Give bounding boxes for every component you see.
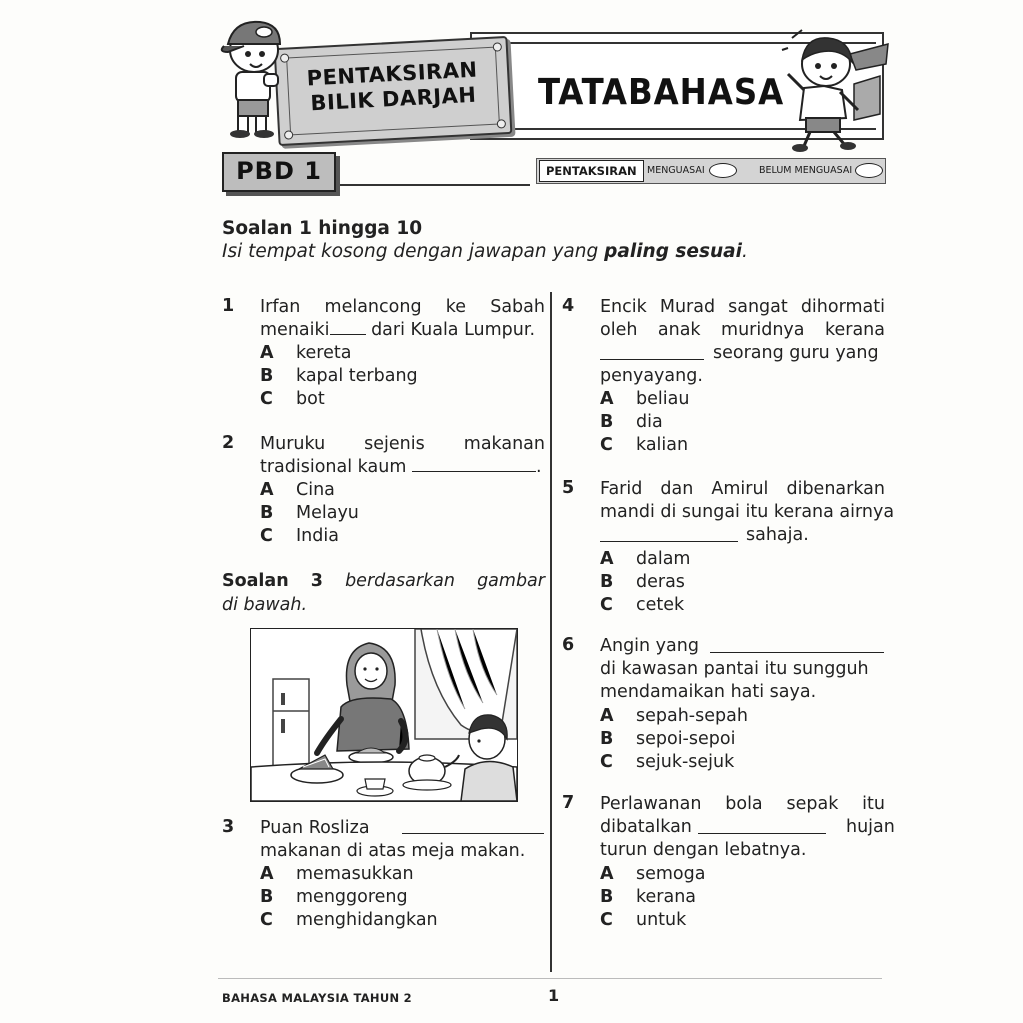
answer-blank[interactable] — [600, 527, 738, 542]
option-a[interactable]: A memasukkan — [260, 864, 414, 884]
answer-blank[interactable] — [412, 457, 536, 472]
question-text-line: seorang guru yang — [713, 343, 879, 363]
option-c[interactable]: C cetek — [600, 595, 685, 615]
question-text-line: Puan Rosliza — [260, 818, 370, 838]
option-a[interactable]: A dalam — [600, 549, 691, 569]
option-b[interactable]: B kapal terbang — [260, 366, 418, 386]
question-number: 3 — [222, 817, 235, 837]
question-text-line: mandi di sungai itu kerana airnya — [600, 502, 895, 522]
option-a[interactable]: A kereta — [260, 343, 352, 363]
intro-text-line: Soalan 3 berdasarkan gambar — [222, 571, 545, 591]
question-text-line: menaiki dari Kuala Lumpur. — [260, 320, 536, 340]
question-text-line: hujan — [846, 817, 895, 837]
boy-mascot-icon — [214, 16, 288, 140]
option-c[interactable]: C untuk — [600, 910, 687, 930]
question-number: 2 — [222, 433, 235, 453]
footer-divider — [218, 978, 882, 979]
question-text-line: oleh anak muridnya kerana — [600, 320, 885, 340]
question-text-line: Farid dan Amirul dibenarkan — [600, 479, 885, 499]
option-b[interactable]: B dia — [600, 412, 663, 432]
mastered-label: MENGUASAI — [647, 165, 705, 176]
question-text-line: Angin yang — [600, 636, 699, 656]
question-text-line: mendamaikan hati saya. — [600, 682, 817, 702]
page-title: TATABAHASA — [538, 72, 785, 113]
serving-food-illustration-icon — [251, 629, 517, 801]
question-number: 7 — [562, 793, 575, 813]
option-b[interactable]: B sepoi-sepoi — [600, 729, 736, 749]
option-c[interactable]: C sejuk-sejuk — [600, 752, 735, 772]
option-b[interactable]: B deras — [600, 572, 685, 592]
instructions-text: Isi tempat kosong dengan jawapan yang paling sesuai. — [222, 241, 748, 262]
not-mastered-checkbox[interactable] — [855, 163, 883, 178]
question-number: 5 — [562, 478, 575, 498]
plaque-line-1: PENTAKSIRAN — [306, 57, 479, 91]
option-b[interactable]: B kerana — [600, 887, 697, 907]
question-text-line: penyayang. — [600, 366, 703, 386]
question-number: 6 — [562, 635, 575, 655]
not-mastered-label: BELUM MENGUASAI — [759, 165, 853, 176]
option-c[interactable]: C India — [260, 526, 339, 546]
question-text-line: Perlawanan bola sepak itu — [600, 794, 885, 814]
column-divider — [550, 292, 552, 972]
pbd-label-box — [222, 152, 336, 192]
answer-blank[interactable] — [330, 320, 366, 335]
assessment-label: PENTAKSIRAN — [539, 160, 644, 182]
question-text-line: sahaja. — [746, 525, 809, 545]
option-b[interactable]: B menggoreng — [260, 887, 408, 907]
question-text-line: makanan di atas meja makan. — [260, 841, 526, 861]
question-number: 1 — [222, 296, 235, 316]
answer-blank[interactable] — [402, 819, 544, 834]
answer-blank[interactable] — [710, 638, 884, 653]
question-text-line: Encik Murad sangat dihormati — [600, 297, 885, 317]
girl-mascot-icon — [780, 24, 890, 154]
page-number: 1 — [548, 986, 560, 1005]
option-a[interactable]: A beliau — [600, 389, 690, 409]
question-text-line: Muruku sejenis makanan — [260, 434, 545, 454]
mastered-checkbox[interactable] — [709, 163, 737, 178]
answer-blank[interactable] — [698, 819, 826, 834]
footer-subject: BAHASA MALAYSIA TAHUN 2 — [222, 991, 412, 1005]
question-text-line: Irfan melancong ke Sabah — [260, 297, 545, 317]
instructions-title: Soalan 1 hingga 10 — [222, 218, 423, 239]
question-text-line: dibatalkan — [600, 817, 692, 837]
option-c[interactable]: C menghidangkan — [260, 910, 438, 930]
question-text-line: turun dengan lebatnya. — [600, 840, 807, 860]
question-text-line: tradisional kaum . — [260, 457, 542, 477]
pbd-underline — [340, 184, 530, 186]
option-c[interactable]: C kalian — [600, 435, 689, 455]
question-3-picture — [250, 628, 518, 802]
option-c[interactable]: C bot — [260, 389, 325, 409]
option-a[interactable]: A Cina — [260, 480, 335, 500]
intro-text-line: di bawah. — [222, 595, 308, 615]
pbd-plaque — [274, 36, 513, 146]
answer-blank[interactable] — [600, 345, 704, 360]
question-text-line: di kawasan pantai itu sungguh — [600, 659, 869, 679]
assessment-bar — [536, 158, 886, 184]
plaque-line-2: BILIK DARJAH — [309, 82, 477, 116]
question-number: 4 — [562, 296, 575, 316]
pbd-label: PBD 1 — [236, 157, 322, 185]
option-a[interactable]: A sepah-sepah — [600, 706, 748, 726]
option-b[interactable]: B Melayu — [260, 503, 359, 523]
option-a[interactable]: A semoga — [600, 864, 706, 884]
